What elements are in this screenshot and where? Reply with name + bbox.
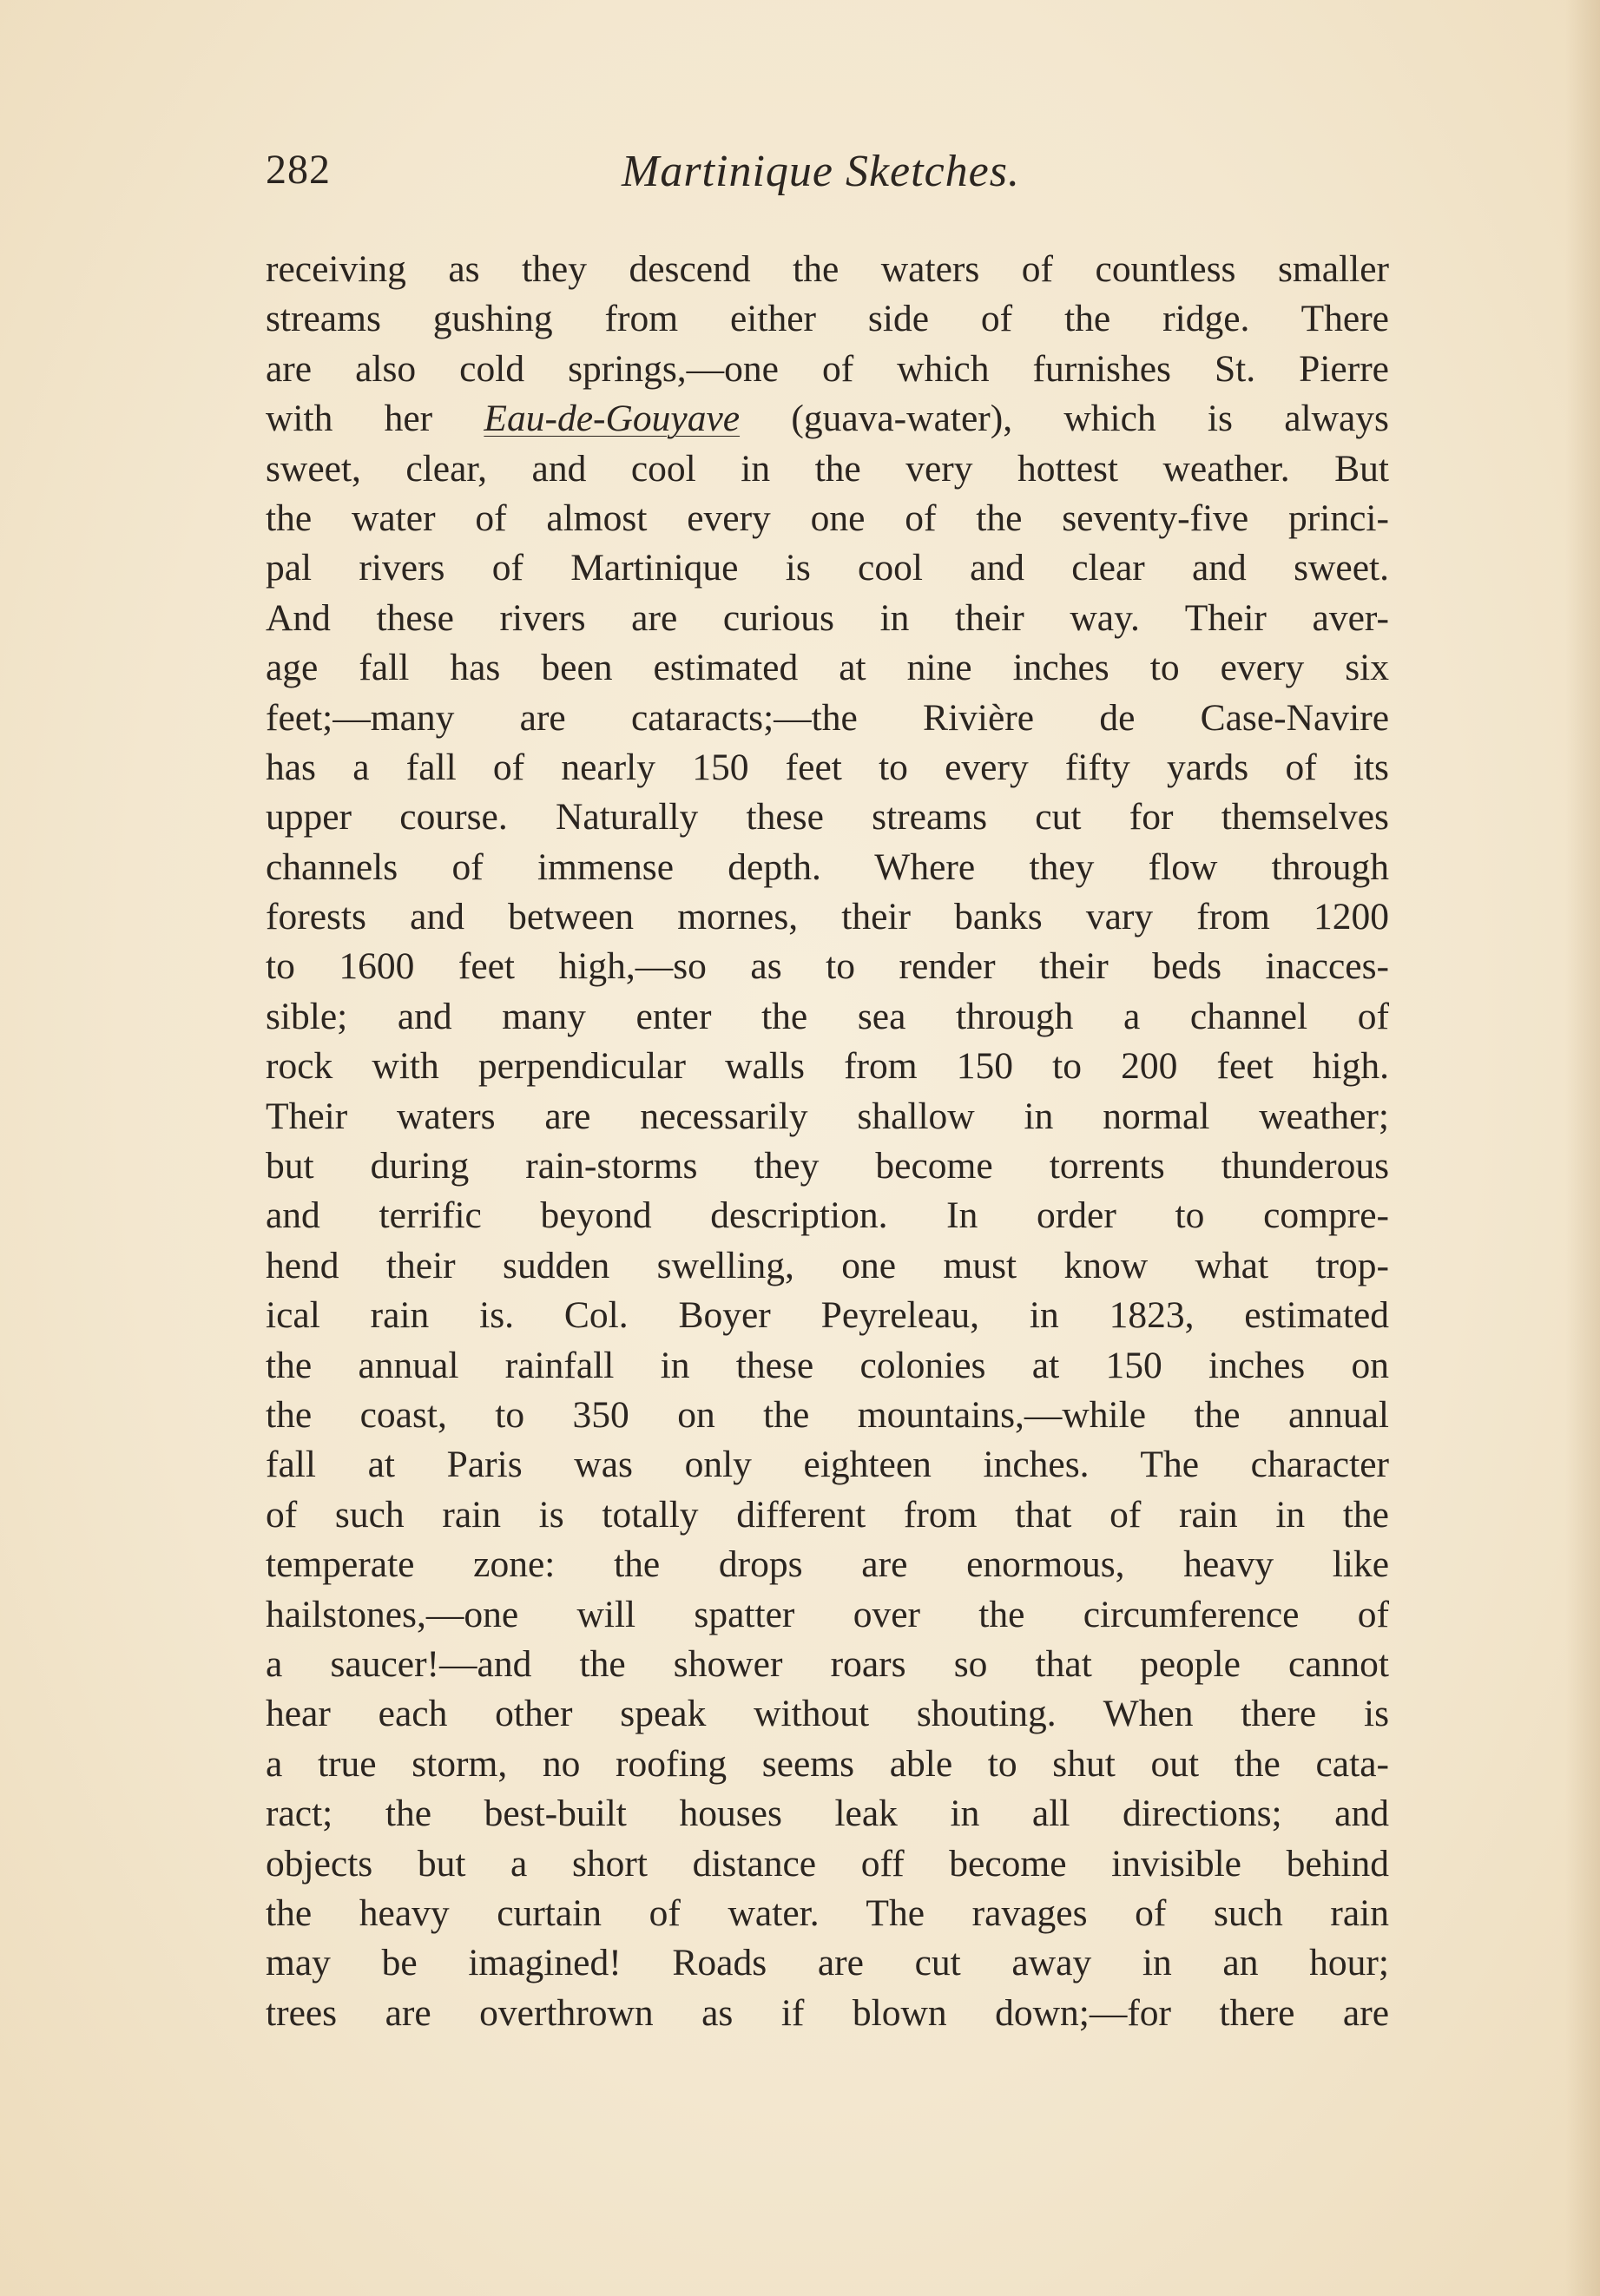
running-title: Martinique Sketches. [622, 147, 1020, 196]
page-edge-shadow [1565, 0, 1600, 2296]
text-segment: hear each other speak without shouting. When there is [266, 1693, 1389, 1735]
text-segment: Their waters are necessarily shallow in normal weather; [266, 1095, 1389, 1137]
text-segment: hend their sudden swelling, one must know what trop- [266, 1244, 1389, 1286]
text-segment: rock with perpendicular walls from 150 to 200 feet high. [266, 1045, 1389, 1088]
text-line [266, 992, 1389, 1042]
text-segment: upper course. Naturally these streams cut for themselves [266, 796, 1389, 839]
text-line [266, 1042, 1389, 1091]
text-segment: ract; the best-built houses leak in all directions; and [266, 1793, 1389, 1835]
text-segment: the coast, to 350 on the mountains,—while the annual [266, 1393, 1389, 1436]
text-segment: objects but a short distance off become invisible behind [266, 1842, 1389, 1885]
text-line [266, 345, 1389, 394]
text-line [266, 1291, 1389, 1340]
text-line [266, 1092, 1389, 1141]
text-line [266, 1789, 1389, 1839]
italic-term: Eau-de-Gouyave [484, 398, 741, 440]
text-segment: age fall has been estimated at nine inches to every six [266, 647, 1389, 689]
text-line [266, 892, 1389, 942]
text-line [266, 1839, 1389, 1889]
text-segment: receiving as they descend the waters of countless smaller [266, 248, 1389, 290]
text-segment: channels of immense depth. Where they flow through [266, 845, 1389, 888]
text-line [266, 1590, 1389, 1640]
text-segment: fall at Paris was only eighteen inches. The character [266, 1444, 1389, 1486]
body-text [266, 245, 1389, 2038]
text-line [266, 1341, 1389, 1391]
text-line [266, 1191, 1389, 1240]
text-line [266, 1938, 1389, 1988]
text-line [266, 1391, 1389, 1440]
text-segment: and terrific beyond description. In order to compre- [266, 1194, 1389, 1237]
text-line [266, 444, 1389, 494]
text-line [266, 1490, 1389, 1540]
text-line [266, 1640, 1389, 1689]
text-line [266, 793, 1389, 842]
text-line [266, 1689, 1389, 1739]
text-line [266, 743, 1389, 793]
page-header [266, 146, 1394, 207]
text-line [266, 543, 1389, 593]
text-segment: streams gushing from either side of the ridge. There [266, 298, 1389, 340]
text-line [266, 1141, 1389, 1191]
text-segment: sweet, clear, and cool in the very hottest weather. But [266, 447, 1389, 490]
text-line [266, 294, 1389, 344]
text-segment: may be imagined! Roads are cut away in an hour; [266, 1942, 1389, 1984]
text-segment: has a fall of nearly 150 feet to every fifty yards of its [266, 746, 1389, 788]
text-line [266, 843, 1389, 892]
text-segment: (guava-water), which is always [740, 398, 1389, 440]
text-line [266, 1889, 1389, 1938]
text-line [266, 594, 1389, 643]
text-segment: pal rivers of Martinique is cool and clear and sweet. [266, 547, 1389, 589]
text-segment: temperate zone: the drops are enormous, heavy like [266, 1543, 1389, 1586]
text-line [266, 494, 1389, 543]
text-line [266, 394, 1389, 444]
text-segment: feet;—many are cataracts;—the Rivière de Case-Navire [266, 696, 1389, 739]
text-line [266, 1540, 1389, 1589]
text-line [266, 643, 1389, 693]
text-segment: And these rivers are curious in their way. Their aver- [266, 596, 1389, 639]
text-segment: sible; and many enter the sea through a channel of [266, 995, 1389, 1037]
text-segment: the annual rainfall in these colonies at 150 inches on [266, 1344, 1389, 1386]
text-line [266, 1241, 1389, 1291]
text-line [266, 694, 1389, 743]
text-segment: a saucer!—and the shower roars so that people cannot [266, 1642, 1389, 1685]
text-segment: forests and between mornes, their banks vary from 1200 [266, 896, 1389, 938]
text-line [266, 1989, 1389, 2038]
text-line [266, 942, 1389, 991]
text-segment: trees are overthrown as if blown down;—for there are [266, 1991, 1389, 2034]
text-segment: the water of almost every one of the seventy-five princi- [266, 497, 1389, 539]
text-segment: to 1600 feet high,—so as to render their beds inacces- [266, 945, 1389, 988]
text-line [266, 245, 1389, 294]
text-segment: the heavy curtain of water. The ravages of such rain [266, 1891, 1389, 1934]
text-segment: with her [266, 398, 484, 440]
text-line [266, 1740, 1389, 1789]
text-segment: a true storm, no roofing seems able to shut out the cata- [266, 1742, 1389, 1785]
text-segment: are also cold springs,—one of which furnishes St. Pierre [266, 347, 1389, 390]
text-segment: of such rain is totally different from that of rain in the [266, 1493, 1389, 1536]
text-segment: hailstones,—one will spatter over the circumference of [266, 1593, 1389, 1635]
page-number: 282 [266, 147, 331, 193]
text-line [266, 1440, 1389, 1490]
text-segment: but during rain-storms they become torrents thunderous [266, 1145, 1389, 1187]
text-segment: ical rain is. Col. Boyer Peyreleau, in 1823, estimated [266, 1294, 1389, 1337]
